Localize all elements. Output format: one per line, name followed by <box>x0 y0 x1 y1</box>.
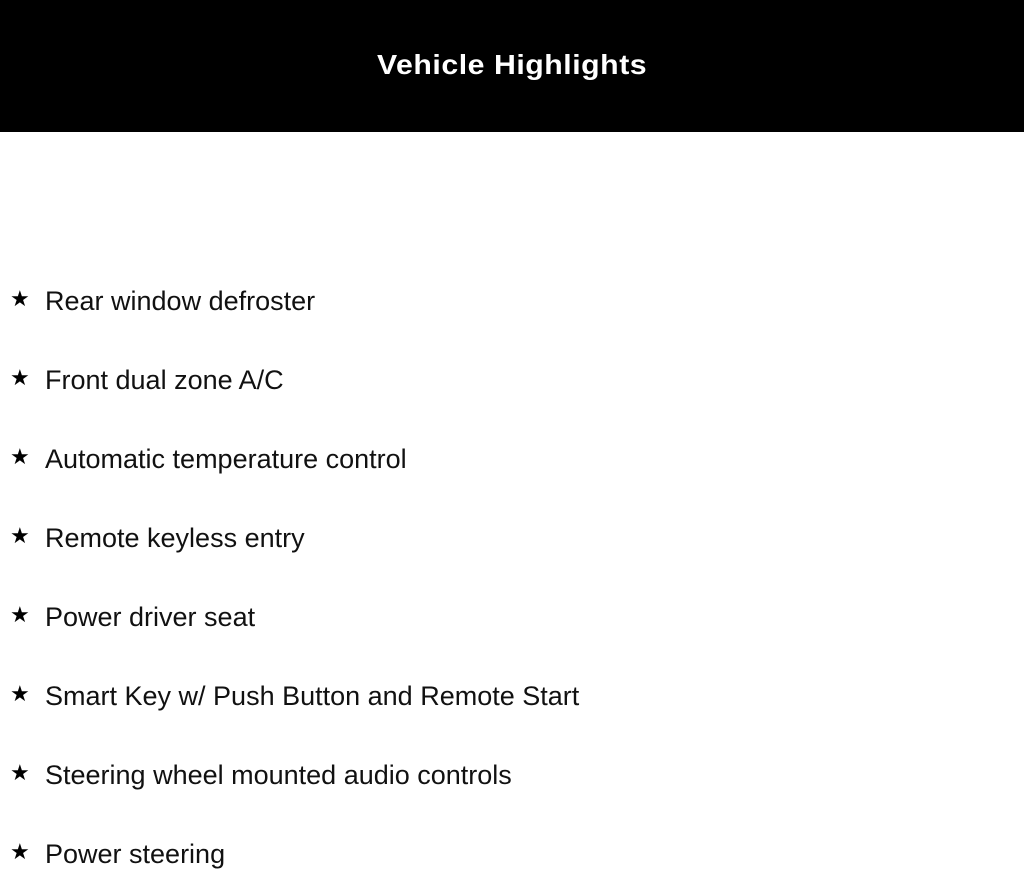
star-icon: ★ <box>10 602 30 627</box>
highlight-label: Rear window defroster <box>45 286 316 316</box>
highlight-label: Smart Key w/ Push Button and Remote Start <box>45 681 580 711</box>
star-icon: ★ <box>10 681 30 706</box>
highlight-label: Power driver seat <box>45 602 256 632</box>
star-icon: ★ <box>10 523 30 548</box>
star-icon: ★ <box>10 444 30 469</box>
star-icon: ★ <box>10 286 30 311</box>
highlight-label: Power steering <box>45 839 226 869</box>
highlight-label: Front dual zone A/C <box>45 365 284 395</box>
page-header <box>0 0 1024 132</box>
star-icon: ★ <box>10 365 30 390</box>
highlight-label: Remote keyless entry <box>45 523 305 553</box>
highlight-label: Automatic temperature control <box>45 444 407 474</box>
highlight-label: Steering wheel mounted audio controls <box>45 760 512 790</box>
star-icon: ★ <box>10 760 30 785</box>
page-title: Vehicle Highlights <box>376 49 648 80</box>
star-icon: ★ <box>10 839 30 864</box>
